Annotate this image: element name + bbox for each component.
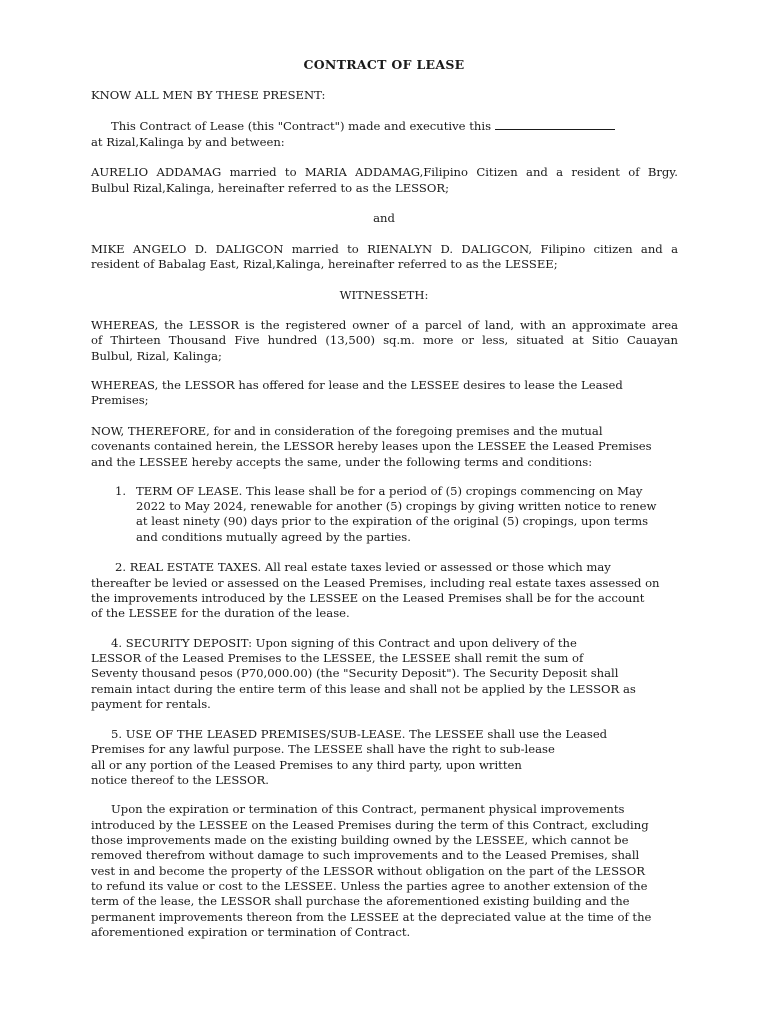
item5-line-3: all or any portion of the Leased Premises to any third party, upon written: [91, 758, 522, 772]
intro-text: This Contract of Lease (this "Contract") made and executive this: [111, 119, 492, 133]
lessee-line-1: MIKE ANGELO D. DALIGCON married to RIENALYN D. DALIGCON, Filipino citizen and a: [91, 242, 678, 256]
upon-line-3: those improvements made on the existing building owned by the LESSEE, which cannot be: [91, 833, 629, 847]
item1-line-2: 2022 to May 2024, renewable for another (5) cropings by giving written notice to renew: [136, 499, 657, 513]
item2-line-3: the improvements introduced by the LESSEE on the Leased Premises shall be for the account: [91, 591, 645, 605]
document-title: CONTRACT OF LEASE: [303, 57, 465, 72]
intro-line-2: at Rizal,Kalinga by and between:: [91, 135, 285, 149]
item5-line-2: Premises for any lawful purpose. The LESSEE shall have the right to sub-lease: [91, 742, 555, 756]
upon-line-5: vest in and become the property of the LESSOR without obligation on the part of the LESSOR: [91, 864, 646, 878]
lessee-line-2: resident of Babalag East, Rizal,Kalinga, hereinafter referred to as the LESSEE;: [91, 257, 558, 271]
item2-line-4: of the LESSEE for the duration of the lease.: [91, 606, 350, 620]
item1-line-3: at least ninety (90) days prior to the expiration of the original (5) cropings, upon terms: [136, 514, 649, 528]
witnesseth-heading: WITNESSETH:: [339, 288, 429, 302]
whereas1-line-3: Bulbul, Rizal, Kalinga;: [91, 349, 222, 363]
item1-line-1: TERM OF LEASE. This lease shall be for a period of (5) cropings commencing on May: [136, 484, 643, 498]
whereas2-line-2: Premises;: [91, 393, 149, 407]
now-line-2: covenants contained herein, the LESSOR hereby leases upon the LESSEE the Leased Premises: [91, 439, 652, 453]
upon-line-8: permanent improvements thereon from the LESSEE at the depreciated value at the time of the: [91, 910, 652, 924]
item4-line-2: LESSOR of the Leased Premises to the LESSEE, the LESSEE shall remit the sum of: [91, 651, 584, 665]
item4-line-1: 4. SECURITY DEPOSIT: Upon signing of this Contract and upon delivery of the: [111, 636, 577, 650]
item4-line-4: remain intact during the entire term of this lease and shall not be applied by the LESSOR as: [91, 682, 636, 696]
upon-line-4: removed therefrom without damage to such improvements and to the Leased Premises, shall: [91, 848, 640, 862]
item5-line-4: notice thereof to the LESSOR.: [91, 773, 269, 787]
whereas2-line-1: WHEREAS, the LESSOR has offered for lease and the LESSEE desires to lease the Leased: [91, 378, 623, 392]
upon-line-6: to refund its value or cost to the LESSEE. Unless the parties agree to another extension of the: [91, 879, 648, 893]
upon-line-2: introduced by the LESSEE on the Leased Premises during the term of this Contract, excluding: [91, 818, 649, 832]
upon-line-9: aforementioned expiration or termination of Contract.: [91, 925, 411, 939]
now-line-1: NOW, THEREFORE, for and in consideration of the foregoing premises and the mutual: [91, 424, 603, 438]
now-line-3: and the LESSEE hereby accepts the same, under the following terms and conditions:: [91, 455, 593, 469]
and-separator: and: [373, 211, 395, 225]
lessor-line-1: AURELIO ADDAMAG married to MARIA ADDAMAG,Filipino Citizen and a resident of Brgy.: [91, 165, 678, 179]
lessor-line-2: Bulbul Rizal,Kalinga, hereinafter referred to as the LESSOR;: [91, 181, 449, 195]
item4-line-5: payment for rentals.: [91, 697, 211, 711]
intro-line: [111, 119, 615, 135]
item1-line-4: and conditions mutually agreed by the parties.: [136, 530, 411, 544]
item1-number: 1.: [115, 484, 127, 498]
item2-line-2: thereafter be levied or assessed on the Leased Premises, including real estate taxes assessed on: [91, 576, 660, 590]
upon-line-7: term of the lease, the LESSOR shall purchase the aforementioned existing building and the: [91, 894, 630, 908]
whereas1-line-2: of Thirteen Thousand Five hundred (13,500) sq.m. more or less, situated at Sitio Cauayan: [91, 333, 678, 347]
item5-line-1: 5. USE OF THE LEASED PREMISES/SUB-LEASE. The LESSEE shall use the Leased: [111, 727, 608, 741]
item2-line-1: 2. REAL ESTATE TAXES. All real estate taxes levied or assessed or those which may: [115, 560, 611, 574]
whereas1-line-1: WHEREAS, the LESSOR is the registered owner of a parcel of land, with an approximate area: [91, 318, 678, 332]
opening-line: KNOW ALL MEN BY THESE PRESENT:: [91, 88, 326, 102]
item4-line-3: Seventy thousand pesos (P70,000.00) (the "Security Deposit"). The Security Deposit shall: [91, 666, 619, 680]
date-blank: [495, 119, 615, 130]
upon-line-1: Upon the expiration or termination of this Contract, permanent physical improvements: [111, 802, 625, 816]
